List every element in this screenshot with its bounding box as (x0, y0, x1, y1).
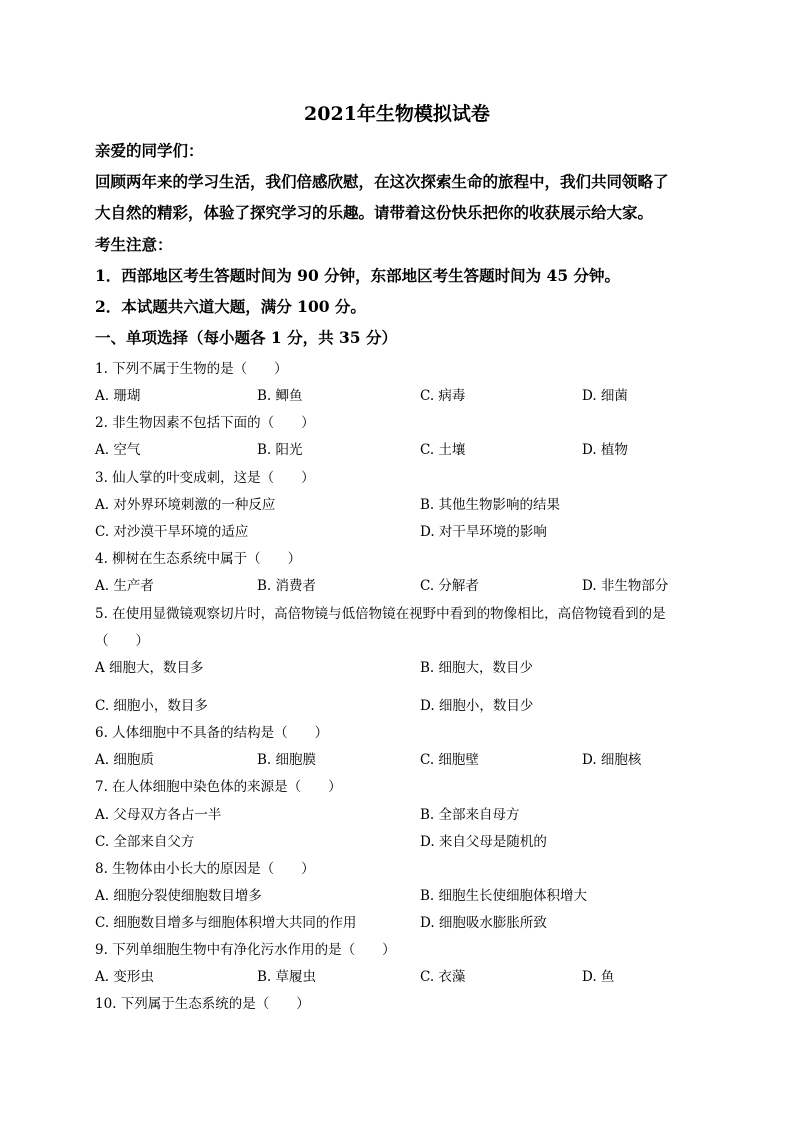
option-c: C. 全部来自父方 (95, 834, 195, 850)
option-a: A. 细胞分裂使细胞数目增多 (95, 888, 262, 904)
question-stem: 3. 仙人掌的叶变成刺，这是（ ） (95, 470, 315, 486)
option-c: C. 对沙漠干旱环境的适应 (95, 524, 249, 540)
option-c: C. 细胞壁 (420, 752, 479, 768)
question-stem: 8. 生物体由小长大的原因是（ ） (95, 861, 315, 877)
option-a: A. 变形虫 (95, 969, 154, 985)
option-b: B. 细胞大，数目少 (420, 660, 534, 676)
option-c: C. 细胞小，数目多 (95, 698, 208, 714)
option-d: D. 来自父母是随机的 (420, 834, 547, 850)
question-stem: 6. 人体细胞中不具备的结构是（ ） (95, 725, 329, 741)
question-stem: 2. 非生物因素不包括下面的（ ） (95, 415, 315, 431)
question-stem: 1. 下列不属于生物的是（ ） (95, 361, 288, 377)
notice-label: 考生注意： (95, 235, 173, 254)
option-b: B. 细胞膜 (257, 752, 317, 768)
greeting: 亲爱的同学们： (95, 141, 204, 160)
option-a: A 细胞大，数目多 (95, 660, 204, 676)
option-a: A. 父母双方各占一半 (95, 807, 222, 823)
option-c: C. 病毒 (420, 388, 466, 404)
notice-item-1: 1．西部地区考生答题时间为 90 分钟，东部地区考生答题时间为 45 分钟。 (95, 266, 621, 285)
question-stem: 10. 下列属于生态系统的是（ ） (95, 996, 310, 1012)
option-b: B. 其他生物影响的结果 (420, 497, 561, 513)
question-stem: 9. 下列单细胞生物中有净化污水作用的是（ ） (95, 942, 396, 958)
option-d: D. 细胞小，数目少 (420, 698, 534, 714)
option-a: A. 珊瑚 (95, 388, 141, 404)
option-c: C. 分解者 (420, 578, 479, 594)
option-a: A. 对外界环境刺激的一种反应 (95, 497, 276, 513)
question-stem: 4. 柳树在生态系统中属于（ ） (95, 551, 302, 567)
option-d: D. 鱼 (582, 969, 615, 985)
question-stem: 7. 在人体细胞中染色体的来源是（ ） (95, 779, 342, 795)
option-a: A. 生产者 (95, 578, 154, 594)
option-d: D. 细胞吸水膨胀所致 (420, 915, 547, 931)
notice-item-2: 2．本试题共六道大题，满分 100 分。 (95, 297, 366, 316)
option-b: B. 消费者 (257, 578, 317, 594)
option-b: B. 阳光 (257, 442, 303, 458)
option-a: A. 细胞质 (95, 752, 154, 768)
option-b: B. 草履虫 (257, 969, 317, 985)
option-a: A. 空气 (95, 442, 141, 458)
exam-title: 2021年生物模拟试卷 (304, 103, 490, 125)
question-stem-continued: （ ） (95, 633, 149, 649)
intro-paragraph-line-1: 回顾两年来的学习生活，我们倍感欣慰，在这次探索生命的旅程中，我们共同领略了 (95, 172, 669, 191)
option-d: D. 细菌 (582, 388, 628, 404)
question-stem: 5. 在使用显微镜观察切片时，高倍物镜与低倍物镜在视野中看到的物像相比，高倍物镜看到的是 (95, 606, 666, 622)
option-d: D. 非生物部分 (582, 578, 669, 594)
option-b: B. 细胞生长使细胞体积增大 (420, 888, 588, 904)
option-d: D. 细胞核 (582, 752, 642, 768)
option-c: C. 细胞数目增多与细胞体积增大共同的作用 (95, 915, 357, 931)
option-b: B. 鲫鱼 (257, 388, 303, 404)
option-d: D. 对干旱环境的影响 (420, 524, 547, 540)
option-b: B. 全部来自母方 (420, 807, 520, 823)
option-c: C. 衣藻 (420, 969, 466, 985)
section-heading: 一、单项选择（每小题各 1 分，共 35 分） (95, 328, 397, 347)
option-c: C. 土壤 (420, 442, 466, 458)
option-d: D. 植物 (582, 442, 628, 458)
intro-paragraph-line-2: 大自然的精彩，体验了探究学习的乐趣。请带着这份快乐把你的收获展示给大家。 (95, 203, 654, 222)
